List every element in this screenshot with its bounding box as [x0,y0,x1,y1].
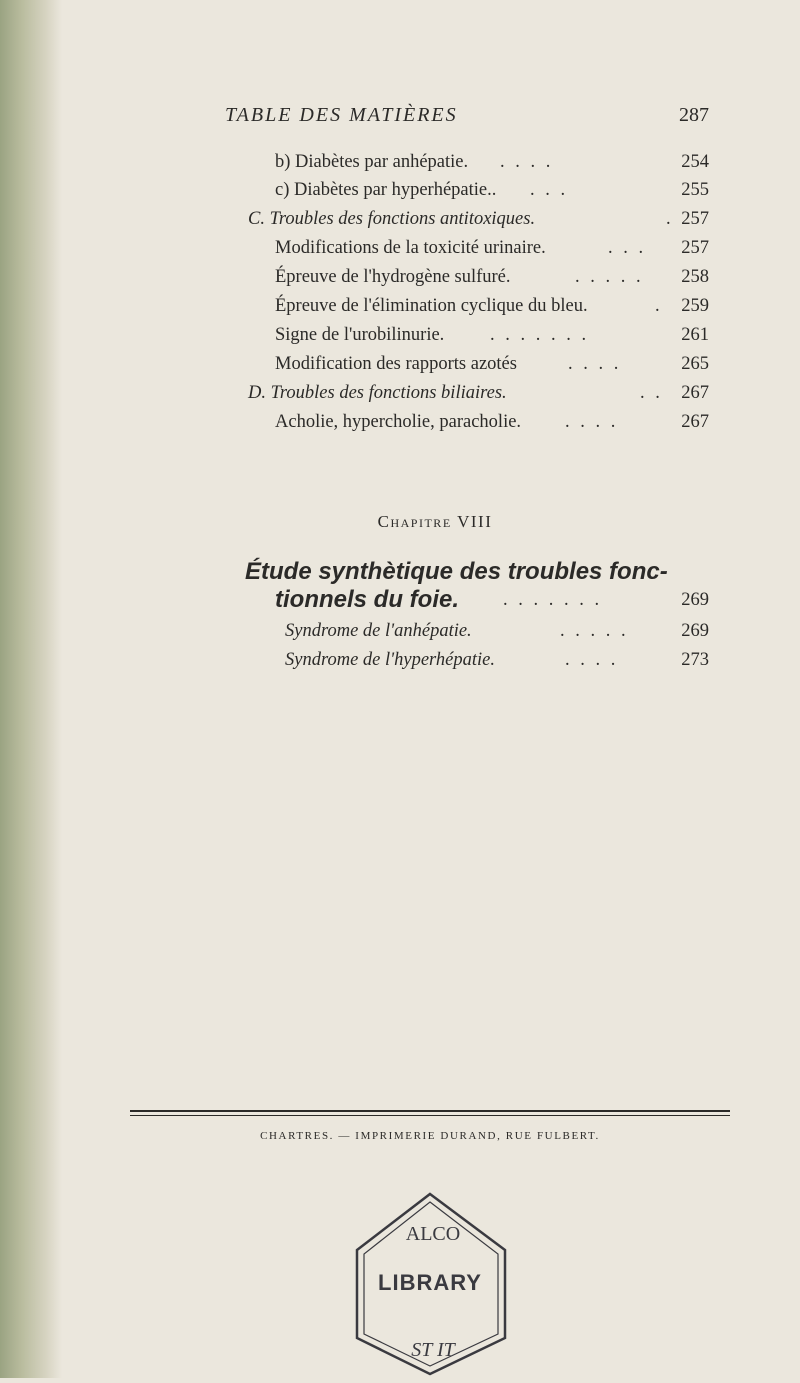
library-stamp [355,1188,525,1378]
toc-entry-label: C. Troubles des fonctions antitoxiques. [248,209,536,229]
printer-imprint: CHARTRES. — IMPRIMERIE DURAND, RUE FULBERT. [260,1130,600,1142]
toc-leader-dots: . . . . . [575,267,644,287]
stamp-bottom-text: ST IT [411,1339,455,1361]
toc-leader-dots: . . . . [568,354,622,374]
toc-entry-page: 261 [681,325,709,345]
toc-leader-dots: . . . . . . . [503,590,603,610]
toc-entry-page: 269 [681,590,709,610]
stamp-top-text: ALCO [405,1223,461,1245]
toc-entry [275,412,709,440]
toc-entry-label: Syndrome de l'hyperhépatie. [285,650,495,670]
toc-entry [285,650,709,678]
toc-leader-dots: . . . . [500,152,554,172]
chapter-title-line2: tionnels du foie. [275,586,459,613]
chapter-heading: Chapitre VIII [377,512,493,531]
toc-entry-label: Modifications de la toxicité urinaire. [275,238,546,258]
chapter-title-row [275,586,709,618]
toc-entry [275,238,709,266]
stamp-label: LIBRARY [378,1270,482,1295]
running-header [225,104,709,134]
toc-entry-label: Modification des rapports azotés [275,354,517,374]
toc-entry-label: Syndrome de l'anhépatie. [285,621,472,641]
toc-leader-dots: . . . . . . . [490,325,590,345]
toc-leader-dots: . . . . [565,412,619,432]
toc-entry-page: 269 [681,621,709,641]
toc-leader-dots: . . . [530,180,569,200]
toc-entry [275,267,709,295]
toc-leader-dots: . [655,296,663,316]
toc-entry-label: Signe de l'urobilinurie. [275,325,445,345]
toc-entry-page: 257 [681,209,709,229]
toc-entry-label: Épreuve de l'hydrogène sulfuré. [275,267,511,287]
header-title: TABLE DES MATIÈRES [225,104,458,126]
imprint-rule-thick [130,1110,730,1112]
chapter-title-line1: Étude synthètique des troubles fonc- [245,558,668,585]
toc-entry-label: b) Diabètes par anhépatie. [275,152,469,172]
toc-entry-page: 259 [681,296,709,316]
toc-entry-page: 254 [681,152,709,172]
toc-entry [248,383,709,411]
toc-entry [285,621,709,649]
toc-entry-page: 273 [681,650,709,670]
toc-entry-label: D. Troubles des fonctions biliaires. [248,383,507,403]
toc-entry-page: 265 [681,354,709,374]
toc-entry-page: 257 [681,238,709,258]
toc-entry-label: Épreuve de l'élimination cyclique du bleu. [275,296,588,316]
toc-entry [275,180,709,208]
toc-entry [275,296,709,324]
imprint-rule-thin [130,1115,730,1116]
toc-entry [275,325,709,353]
header-page-number: 287 [679,104,709,126]
toc-leader-dots: . . . . [565,650,619,670]
toc-leader-dots: . . . [608,238,647,258]
toc-leader-dots: . . . . . [560,621,629,641]
toc-entry-page: 258 [681,267,709,287]
toc-entry-label: Acholie, hypercholie, paracholie. [275,412,522,432]
toc-entry-page: 267 [681,383,709,403]
toc-entry-page: 267 [681,412,709,432]
toc-entry-page: 255 [681,180,709,200]
toc-entry-label: c) Diabètes par hyperhépatie.. [275,180,497,200]
toc-leader-dots: . . [640,383,663,403]
toc-entry [275,152,709,180]
toc-entry [248,209,709,237]
toc-leader-dots: . [666,209,674,229]
toc-entry [275,354,709,382]
